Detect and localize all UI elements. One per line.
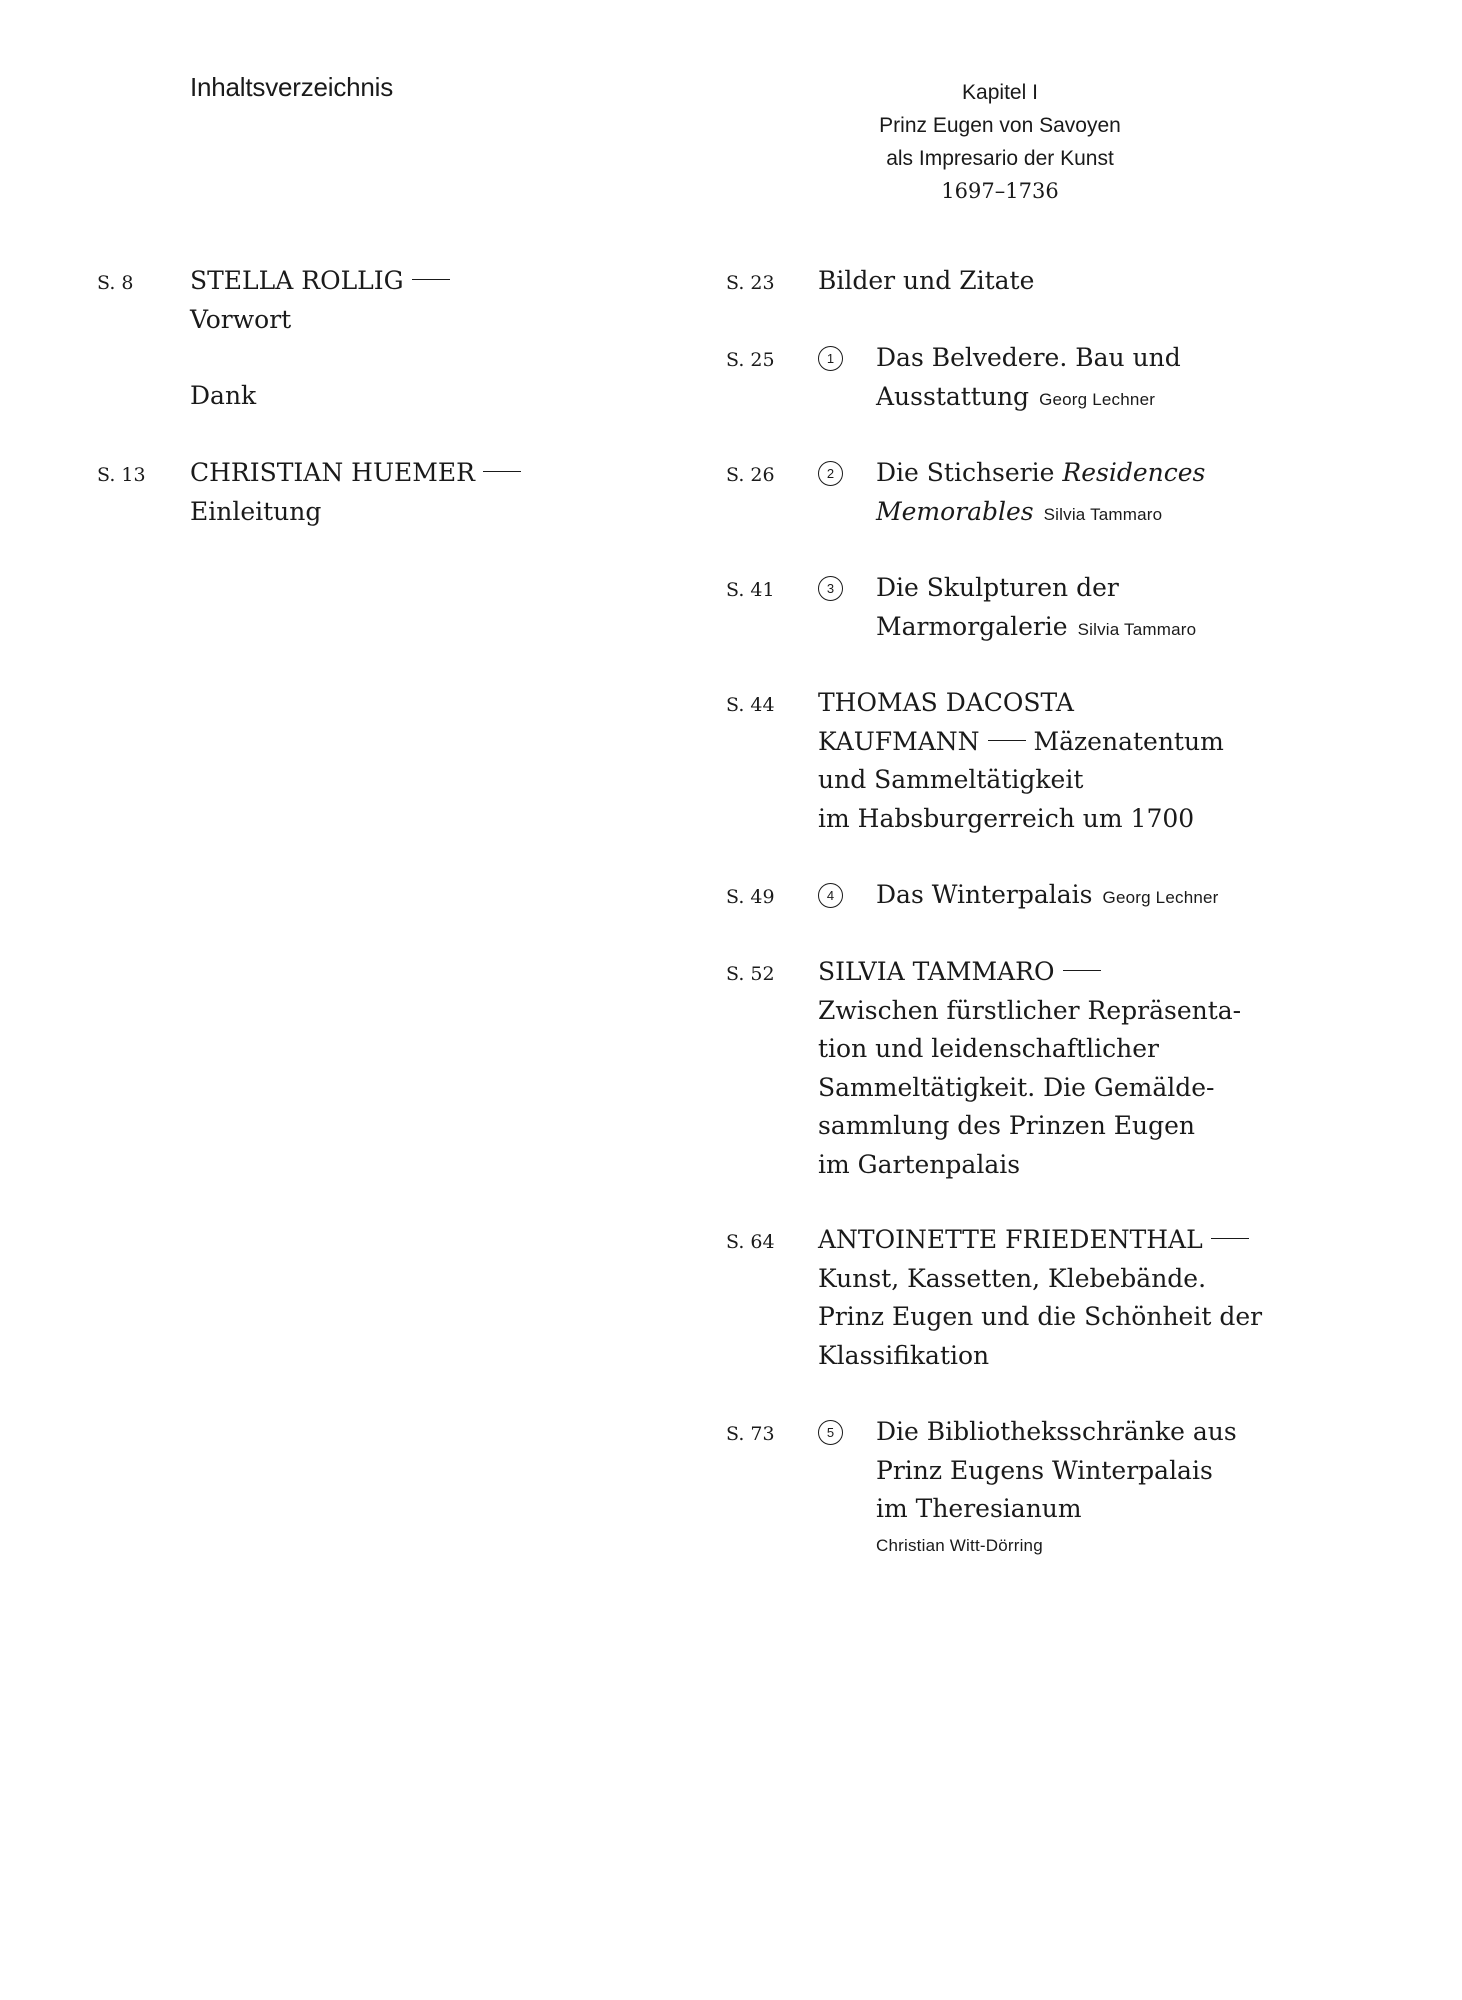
entry-title-line: Prinz Eugens Winterpalais: [876, 1455, 1213, 1485]
page-number: S. 13: [97, 464, 146, 486]
entry-title-line: Marmorgalerie: [876, 611, 1068, 641]
entry-author: THOMAS DACOSTA: [818, 688, 1074, 717]
catalogue-number-badge: 1: [818, 346, 843, 371]
toc-entry-dank: [97, 377, 597, 417]
entry-author: Christian Witt-Dörring: [876, 1535, 1043, 1555]
entry-title-line: Prinz Eugen und die Schönheit der: [818, 1302, 1263, 1331]
page-number: S. 41: [726, 579, 775, 601]
page-number: S. 52: [726, 963, 775, 985]
page-number: S. 25: [726, 349, 775, 371]
entry-title-italic: Memorables: [876, 496, 1034, 526]
em-dash-rule: [1211, 1238, 1249, 1239]
entry-author: Georg Lechner: [1039, 389, 1156, 409]
entry-title-line: Sammeltätigkeit. Die Gemälde-: [818, 1072, 1215, 1102]
entry-title-line: Die Bibliotheksschränke aus: [876, 1417, 1237, 1446]
entry-title-line: Klassifikation: [818, 1340, 990, 1370]
entry-author: STELLA ROLLIG: [190, 266, 404, 295]
em-dash-rule: [483, 471, 521, 472]
entry-title-line: im Habsburgerreich um 1700: [818, 803, 1195, 833]
entry-title-line: im Theresianum: [876, 1494, 1082, 1523]
chapter-header: [800, 76, 1200, 208]
page-number: S. 73: [726, 1423, 775, 1445]
catalogue-number-badge: 5: [818, 1420, 843, 1445]
toc-entry-friedenthal: [726, 1221, 1366, 1381]
entry-author: Silvia Tammaro: [1077, 619, 1197, 639]
em-dash-rule: [1063, 970, 1101, 971]
entry-title-line: Zwischen fürstlicher Repräsenta-: [818, 995, 1242, 1025]
entry-author: CHRISTIAN HUEMER: [190, 458, 475, 487]
entry-author: ANTOINETTE FRIEDENTHAL: [818, 1225, 1203, 1254]
toc-entry-stichserie: [726, 454, 1366, 534]
catalogue-number-badge: 4: [818, 883, 843, 908]
page-title: Inhaltsverzeichnis: [190, 72, 394, 102]
toc-entry-einleitung: [97, 454, 597, 534]
page-number: S. 26: [726, 464, 775, 486]
entry-title-line: Mäzenatentum: [1033, 726, 1224, 756]
entry-author: Silvia Tammaro: [1043, 504, 1163, 524]
toc-entry-vorwort: [97, 262, 597, 342]
chapter-title-line-1: Prinz Eugen von Savoyen: [879, 114, 1121, 137]
entry-title: Dank: [190, 381, 257, 410]
entry-title-italic: Residences: [1062, 458, 1206, 487]
catalogue-number-badge: 2: [818, 461, 843, 486]
toc-entry-winterpalais: [726, 876, 1366, 916]
entry-title-line: und Sammeltätigkeit: [818, 765, 1084, 794]
em-dash-rule: [412, 279, 450, 280]
entry-title-line: Das Winterpalais: [876, 880, 1093, 909]
page-number: S. 44: [726, 694, 775, 716]
entry-title-line: sammlung des Prinzen Eugen: [818, 1111, 1196, 1140]
entry-title: Vorwort: [190, 304, 292, 334]
toc-entry-skulpturen: [726, 569, 1366, 649]
toc-entry-bibliotheksschraenke: [726, 1413, 1366, 1573]
page-number: S. 8: [97, 272, 134, 294]
toc-entry-kaufmann: [726, 684, 1366, 844]
entry-title-line: Ausstattung: [876, 381, 1030, 411]
entry-title-line: im Gartenpalais: [818, 1149, 1021, 1179]
toc-entry-tammaro: [726, 953, 1366, 1193]
entry-title-line: Die Stichserie: [876, 458, 1055, 487]
entry-title-line: tion und leidenschaftlicher: [818, 1034, 1159, 1063]
page-number: S. 64: [726, 1231, 775, 1253]
toc-entry-bilder-und-zitate: [726, 262, 1366, 302]
toc-entry-belvedere: [726, 339, 1366, 419]
entry-title: Einleitung: [190, 496, 322, 526]
entry-title-line: Die Skulpturen der: [876, 573, 1119, 602]
em-dash-rule: [988, 740, 1026, 741]
entry-title-line: Kunst, Kassetten, Klebebände.: [818, 1263, 1207, 1293]
chapter-years: 1697–1736: [941, 179, 1059, 203]
catalogue-number-badge: 3: [818, 576, 843, 601]
entry-author: Georg Lechner: [1102, 888, 1219, 907]
chapter-title-line-2: als Impresario der Kunst: [886, 147, 1114, 170]
entry-author: SILVIA TAMMARO: [818, 957, 1055, 986]
entry-title: Bilder und Zitate: [818, 266, 1035, 295]
page-number: S. 23: [726, 272, 775, 294]
entry-title-line: Das Belvedere. Bau und: [876, 343, 1181, 372]
entry-author: KAUFMANN: [818, 726, 980, 756]
page-number: S. 49: [726, 886, 775, 908]
chapter-label: Kapitel I: [962, 81, 1038, 104]
